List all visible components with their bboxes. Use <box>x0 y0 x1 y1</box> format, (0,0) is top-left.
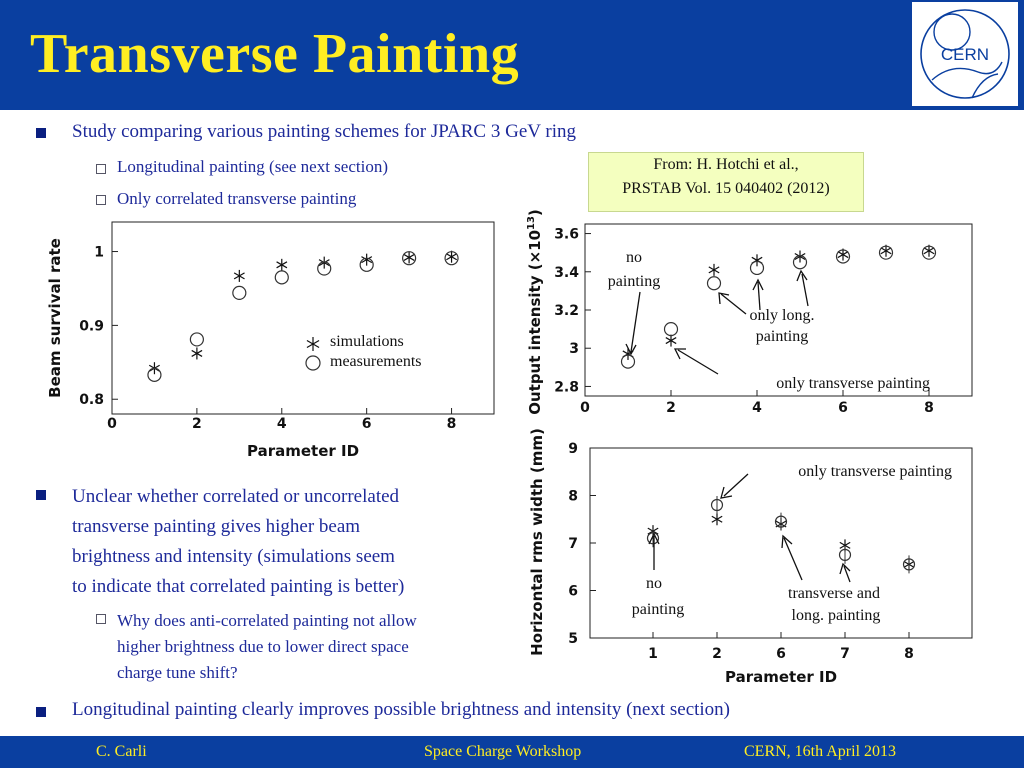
data-point-measurement <box>665 323 678 336</box>
legend-measurements: measurements <box>330 353 422 370</box>
sub-bullet-why-line: Why does anti-correlated painting not allow <box>117 611 417 630</box>
x-tick-label: 4 <box>752 400 762 416</box>
reference-line-1: From: H. Hotchi et al., <box>653 156 799 173</box>
sub-bullet-correlated: Only correlated transverse painting <box>117 189 357 208</box>
x-tick-label: 2 <box>666 400 676 416</box>
x-axis-label: Parameter ID <box>246 442 360 460</box>
sub-bullet-why-line: higher brightness due to lower direct space <box>117 637 409 656</box>
x-tick-label: 0 <box>107 416 117 432</box>
footer-author: C. Carli <box>96 743 147 760</box>
annotation-long-painting: long. painting <box>791 607 881 624</box>
data-point-simulation <box>712 513 722 525</box>
y-tick-label: 7 <box>568 536 578 552</box>
arrow-only-long-3 <box>802 274 808 306</box>
arrow-transverse-long-1 <box>784 538 802 580</box>
slide-title: Transverse Painting <box>30 23 520 85</box>
output-intensity-chart <box>520 209 980 440</box>
sub-bullet-box-icon <box>96 195 106 205</box>
annotation-no: no <box>626 249 642 266</box>
x-tick-label: 6 <box>361 416 372 432</box>
y-tick-label: 9 <box>568 441 578 457</box>
annotation-only-transverse: only transverse painting <box>798 463 952 480</box>
y-tick-label: 6 <box>568 583 578 600</box>
bullet-unclear-line: Unclear whether correlated or uncorrelated <box>72 486 400 507</box>
arrow-only-transverse <box>678 350 718 374</box>
y-tick-label: 2.8 <box>554 379 579 396</box>
y-tick-label: 0.8 <box>79 392 104 409</box>
cern-logo <box>912 2 1018 106</box>
legend-simulations: simulations <box>330 333 404 350</box>
slide-footer <box>0 736 1024 768</box>
x-tick-label: 6 <box>776 646 786 662</box>
y-axis-label: Horizontal rms width (mm) <box>528 428 546 656</box>
data-point-simulation <box>666 335 676 347</box>
x-tick-label: 8 <box>446 416 457 432</box>
bullet-study: Study comparing various painting schemes for JPARC 3 GeV ring <box>72 121 576 142</box>
annotation-painting: painting <box>631 601 685 618</box>
plot-frame <box>112 222 494 414</box>
x-tick-label: 2 <box>192 416 202 432</box>
y-tick-label: 5 <box>568 631 578 647</box>
data-point-simulation <box>752 254 762 266</box>
annotation-arrows <box>649 474 850 582</box>
y-tick-label: 3.2 <box>554 303 579 319</box>
arrow-only-long-1 <box>721 294 746 314</box>
legend-asterisk-mark <box>307 337 319 351</box>
x-tick-label: 8 <box>924 400 934 416</box>
y-tick-label: 3.4 <box>554 264 579 281</box>
x-tick-label: 6 <box>838 400 848 416</box>
sub-bullet-box-icon <box>96 164 106 174</box>
sub-bullet-why <box>117 608 417 686</box>
data-point-simulation <box>234 270 244 282</box>
legend-circle-icon <box>306 356 320 370</box>
x-axis-label: Parameter ID <box>724 668 838 686</box>
sub-bullet-longitudinal: Longitudinal painting (see next section) <box>117 157 388 176</box>
bullet-square-icon <box>36 707 46 717</box>
data-point-simulation <box>277 259 287 271</box>
bullet-unclear <box>72 482 404 602</box>
cern-logo-icon <box>912 2 1018 106</box>
beam-survival-chart <box>42 218 502 463</box>
x-tick-label: 4 <box>276 416 287 432</box>
bullet-square-icon <box>36 128 46 138</box>
annotation-painting: painting <box>607 273 661 290</box>
sub-bullet-box-icon <box>96 614 106 624</box>
x-tick-label: 2 <box>712 646 722 662</box>
reference-line-2: PRSTAB Vol. 15 040402 (2012) <box>622 180 830 197</box>
arrow-head-icon <box>721 487 732 498</box>
annotation-transverse-and: transverse and <box>788 585 880 602</box>
annotation-no: no <box>646 575 662 592</box>
arrow-no-painting <box>631 292 640 352</box>
sub-bullet-why-line: charge tune shift? <box>117 663 238 682</box>
data-point-measurement <box>708 277 721 290</box>
bullet-unclear-line: brightness and intensity (simulations seem <box>72 546 395 567</box>
annotation-long-painting: painting <box>755 328 809 345</box>
slide-header <box>0 0 1024 110</box>
annotation-only-transverse: only transverse painting <box>776 375 930 392</box>
data-point-measurement <box>190 333 203 346</box>
footer-event: Space Charge Workshop <box>424 743 582 760</box>
y-axis-label: Output intensity $(\times 10^{13})$ <box>526 209 544 415</box>
bullet-unclear-line: to indicate that correlated painting is better) <box>72 576 405 597</box>
x-tick-label: 1 <box>648 646 658 662</box>
rms-width-chart <box>520 428 980 690</box>
y-axis-label: Beam survival rate <box>46 238 64 398</box>
y-tick-label: 3.6 <box>554 226 579 243</box>
y-tick-label: 3 <box>569 341 579 358</box>
bullet-square-icon <box>36 490 46 500</box>
data-point-measurement <box>233 286 246 299</box>
cern-logo-text: CERN <box>940 45 990 64</box>
footer-date: CERN, 16th April 2013 <box>744 743 897 760</box>
data-point-simulation <box>709 264 719 276</box>
x-tick-label: 7 <box>840 646 850 662</box>
x-tick-label: 8 <box>904 646 914 662</box>
bullet-longitudinal: Longitudinal painting clearly improves possible brightness and intensity (next section) <box>72 699 731 720</box>
reference-box <box>588 152 864 212</box>
arrow-only-transverse <box>724 474 748 496</box>
bullet-unclear-line: transverse painting gives higher beam <box>72 516 361 537</box>
annotation-only-long: only long. <box>749 307 815 324</box>
y-tick-label: 8 <box>568 488 578 505</box>
x-tick-label: 0 <box>580 400 590 416</box>
y-tick-label: 0.9 <box>79 318 104 335</box>
data-point-measurement <box>275 271 288 284</box>
arrow-only-long-2 <box>758 282 760 310</box>
y-tick-label: 1 <box>94 244 104 261</box>
data-point-simulation <box>192 347 202 359</box>
legend-asterisk-icon <box>307 337 319 351</box>
